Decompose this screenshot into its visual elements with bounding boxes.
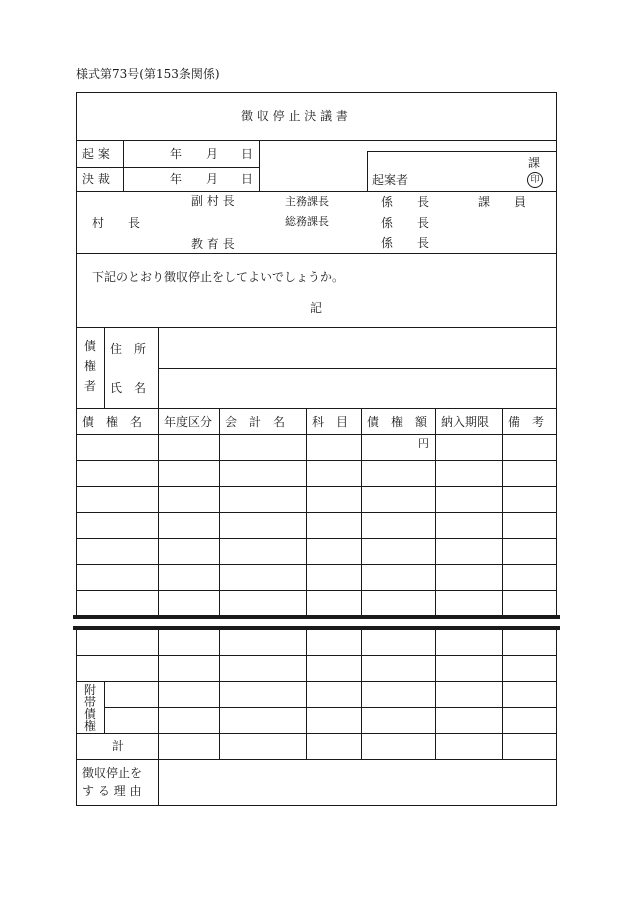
reason-label-line1: 徴収停止を xyxy=(82,766,143,780)
header-bikou: 備 考 xyxy=(508,415,545,429)
ki-label: 記 xyxy=(310,301,323,315)
kain-label: 課 員 xyxy=(478,195,527,209)
kessai-year-label: 年 xyxy=(170,172,183,186)
kessai-month-label: 月 xyxy=(206,172,219,186)
document-title: 徴 収 停 止 決 議 書 xyxy=(241,109,348,123)
header-saikenmei: 債 権 名 xyxy=(82,415,143,429)
fuzoku-saiken-label: 附 帯 債 権 xyxy=(83,683,96,733)
name-label: 氏 名 xyxy=(110,381,147,395)
seal-mark: 印 xyxy=(527,172,543,188)
header-kaikeimei: 会 計 名 xyxy=(225,415,286,429)
address-label: 住 所 xyxy=(110,342,147,356)
yen-unit: 円 xyxy=(418,437,429,450)
total-label: 計 xyxy=(112,739,125,753)
request-statement: 下記のとおり徴収停止をしてよいでしょうか。 xyxy=(92,270,345,284)
header-nounyuukigen: 納入期限 xyxy=(441,415,490,429)
soumukachou-label: 総務課長 xyxy=(285,215,329,228)
header-nendo: 年度区分 xyxy=(164,415,213,429)
reason-label-line2: す る 理 由 xyxy=(82,784,142,798)
kakarichou-label-3: 係 長 xyxy=(381,236,430,250)
kakarichou-label-1: 係 長 xyxy=(381,195,430,209)
form-number-label: 様式第73号(第153条関係) xyxy=(76,67,220,81)
header-kamoku: 科 目 xyxy=(312,415,349,429)
header-saikengaku: 債 権 額 xyxy=(367,415,428,429)
kian-month-label: 月 xyxy=(206,147,219,161)
shumukachou-label: 主務課長 xyxy=(285,195,329,208)
kian-label: 起 案 xyxy=(82,147,110,161)
ka-label: 課 xyxy=(528,156,541,170)
kessai-label: 決 裁 xyxy=(82,172,110,186)
drafter-label: 起案者 xyxy=(372,173,409,187)
fukusonchou-label: 副 村 長 xyxy=(191,194,235,208)
kian-day-label: 日 xyxy=(241,147,254,161)
kakarichou-label-2: 係 長 xyxy=(381,216,430,230)
sonchou-label: 村 長 xyxy=(92,216,141,230)
kyouikuchou-label: 教 育 長 xyxy=(191,237,235,251)
kessai-day-label: 日 xyxy=(241,172,254,186)
creditor-label: 債 権 者 xyxy=(83,339,96,393)
kian-year-label: 年 xyxy=(170,147,183,161)
